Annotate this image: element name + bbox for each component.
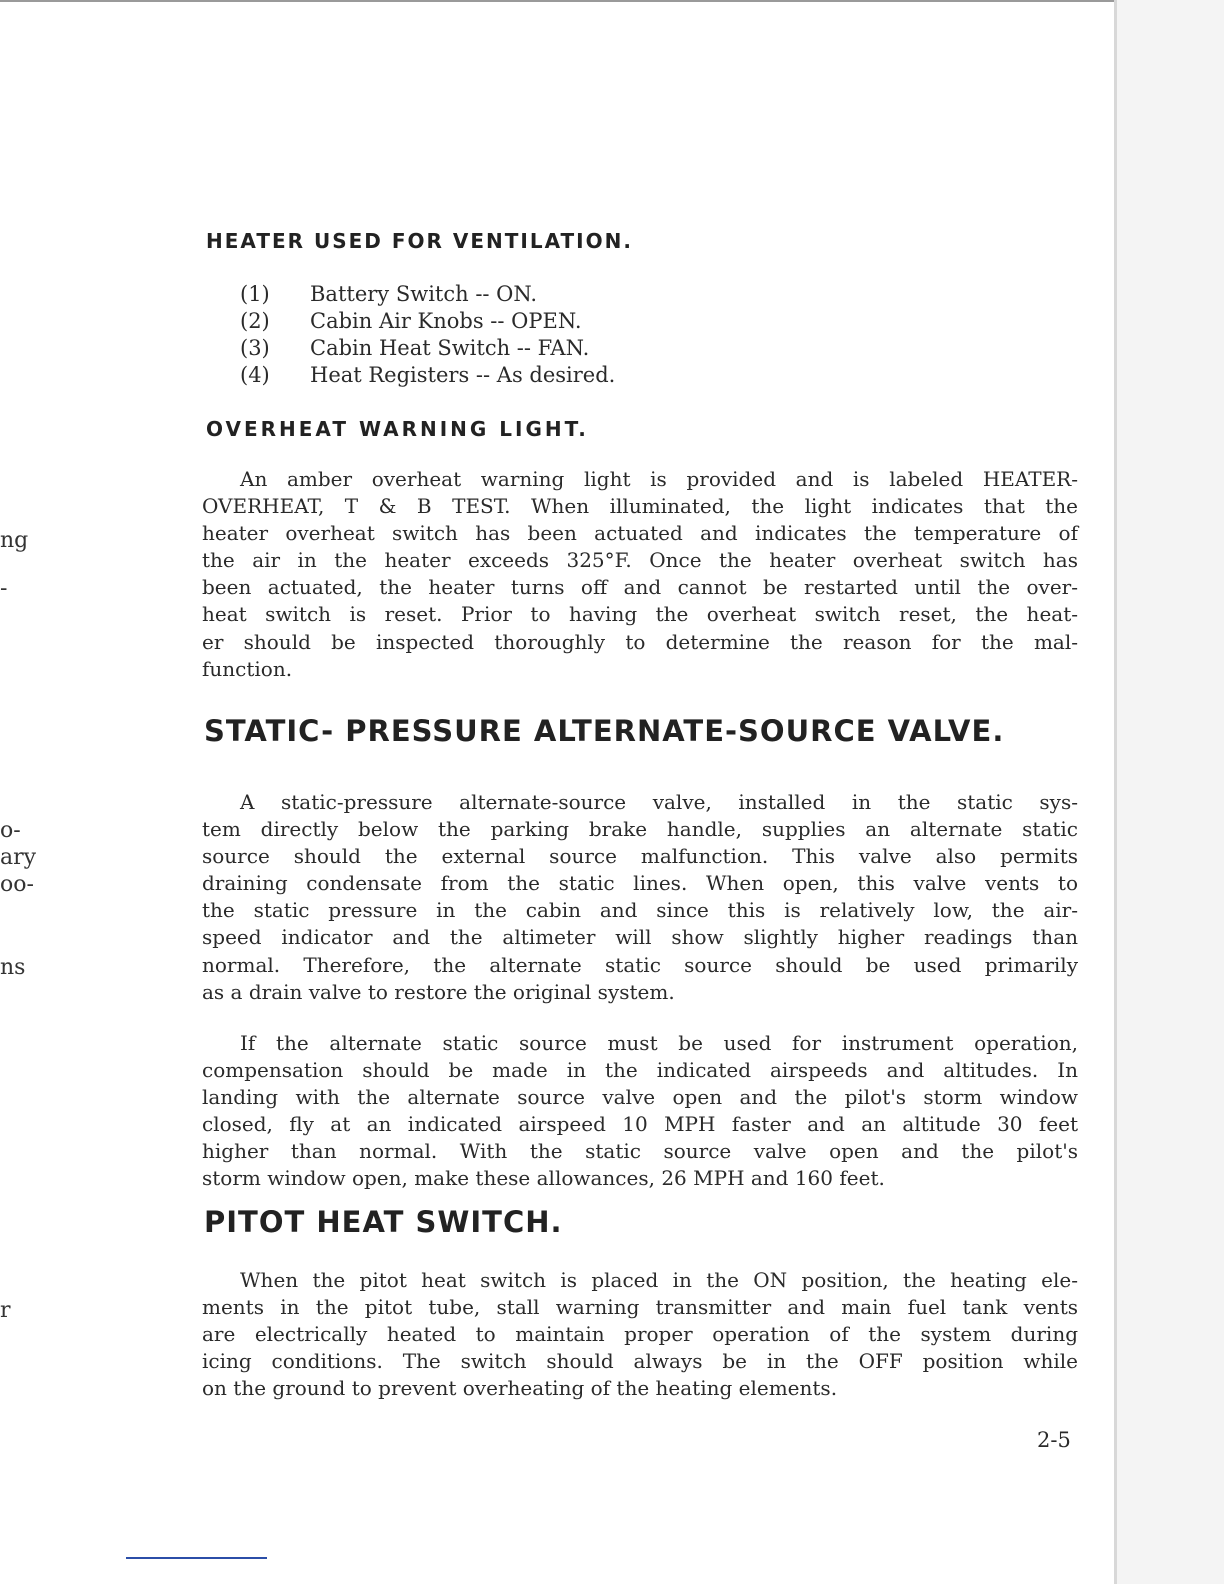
text-line: If the alternate static source must be used for instrument operation, (240, 1031, 1078, 1055)
text-line: been actuated, the heater turns off and cannot be restarted until the over- (202, 575, 1078, 600)
text-line: draining condensate from the static lines. When open, this valve vents to (202, 871, 1078, 896)
text-line: heater overheat switch has been actuated and indicates the temperature of (202, 521, 1078, 546)
static-valve-heading: STATIC- PRESSURE ALTERNATE-SOURCE VALVE. (204, 714, 1005, 748)
step-number: (3) (240, 336, 270, 360)
text-line: When the pitot heat switch is placed in the ON position, the heating ele- (240, 1268, 1078, 1292)
static-valve-paragraph-2 (202, 1030, 1078, 1193)
text-line: higher than normal. With the static source valve open and the pilot's (202, 1139, 1078, 1164)
heater-ventilation-heading: HEATER USED FOR VENTILATION. (206, 229, 633, 253)
margin-fragment: ary (0, 845, 37, 870)
text-line: the static pressure in the cabin and since this is relatively low, the air- (202, 898, 1078, 923)
step-text: Cabin Heat Switch -- FAN. (310, 336, 590, 360)
static-valve-paragraph-1 (202, 789, 1078, 1006)
text-line: speed indicator and the altimeter will show slightly higher readings than (202, 925, 1078, 950)
pitot-heat-paragraph (202, 1267, 1078, 1402)
step-text: Heat Registers -- As desired. (310, 363, 616, 387)
step-item (240, 335, 615, 362)
text-line: heat switch is reset. Prior to having the overheat switch reset, the heat- (202, 602, 1078, 627)
step-item (240, 308, 615, 335)
margin-fragment: o- (0, 818, 21, 843)
text-line: as a drain valve to restore the original system. (202, 979, 675, 1004)
text-line: normal. Therefore, the alternate static source should be used primarily (202, 952, 1078, 977)
text-line: er should be inspected thoroughly to determine the reason for the mal- (202, 629, 1078, 654)
margin-fragment: ng (0, 528, 29, 553)
right-page-shadow (1117, 0, 1224, 1584)
overheat-light-paragraph (202, 466, 1078, 683)
heater-ventilation-steps (240, 281, 615, 389)
text-line: source should the external source malfunction. This valve also permits (202, 844, 1078, 869)
step-text: Battery Switch -- ON. (310, 282, 538, 306)
text-line: icing conditions. The switch should always be in the OFF position while (202, 1349, 1078, 1374)
step-item (240, 362, 615, 389)
text-line: compensation should be made in the indicated airspeeds and altitudes. In (202, 1058, 1078, 1083)
overheat-light-heading: OVERHEAT WARNING LIGHT. (206, 417, 589, 441)
margin-fragment: - (0, 576, 8, 601)
text-line: An amber overheat warning light is provided and is labeled HEATER- (240, 467, 1078, 491)
text-line: OVERHEAT, T & B TEST. When illuminated, the light indicates that the (202, 494, 1078, 519)
step-text: Cabin Air Knobs -- OPEN. (310, 309, 582, 333)
pitot-heat-heading: PITOT HEAT SWITCH. (204, 1205, 563, 1239)
bottom-blue-line (126, 1557, 267, 1559)
text-line: tem directly below the parking brake handle, supplies an alternate static (202, 817, 1078, 842)
margin-fragment: r (0, 1298, 11, 1323)
page-number: 2-5 (1037, 1428, 1071, 1452)
margin-fragment: oo- (0, 872, 34, 897)
text-line: closed, fly at an indicated airspeed 10 MPH faster and an altitude 30 feet (202, 1112, 1078, 1137)
text-line: function. (202, 656, 293, 681)
text-line: A static-pressure alternate-source valve, installed in the static sys- (240, 790, 1078, 814)
top-border-line (0, 0, 1116, 2)
step-number: (4) (240, 363, 270, 387)
text-line: the air in the heater exceeds 325°F. Once the heater overheat switch has (202, 548, 1078, 573)
text-line: ments in the pitot tube, stall warning transmitter and main fuel tank vents (202, 1295, 1078, 1320)
step-number: (1) (240, 282, 270, 306)
text-line: landing with the alternate source valve open and the pilot's storm window (202, 1085, 1078, 1110)
step-number: (2) (240, 309, 270, 333)
text-line: on the ground to prevent overheating of the heating elements. (202, 1376, 838, 1401)
margin-fragment: ns (0, 955, 26, 980)
text-line: storm window open, make these allowances, 26 MPH and 160 feet. (202, 1166, 885, 1191)
step-item (240, 281, 615, 308)
text-line: are electrically heated to maintain proper operation of the system during (202, 1322, 1078, 1347)
